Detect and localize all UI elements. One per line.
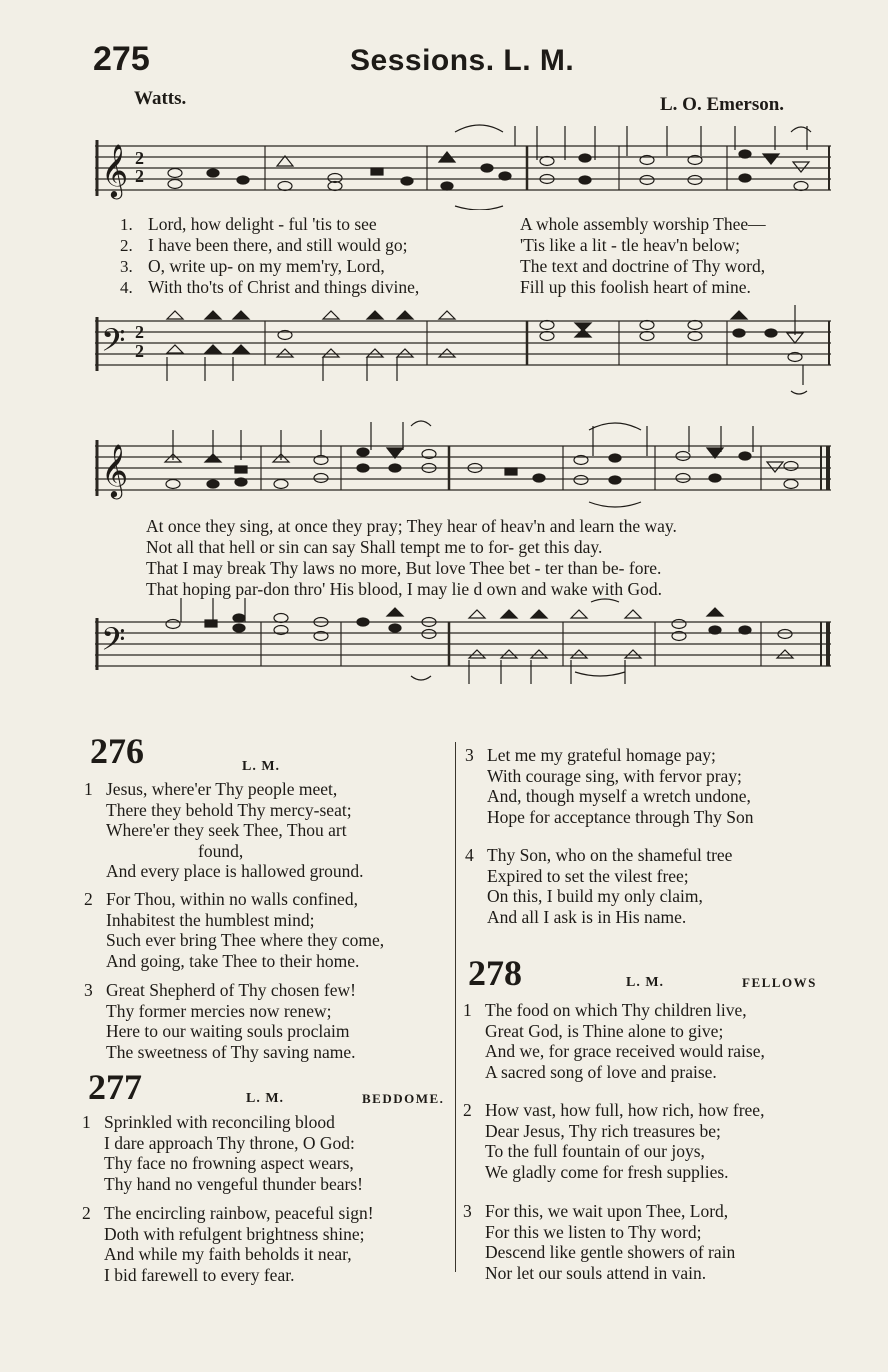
verse-number: 3 bbox=[463, 1201, 472, 1221]
verse-line: The encircling rainbow, peaceful sign! bbox=[104, 1203, 374, 1223]
hymn-meter: L. M. bbox=[626, 975, 665, 990]
lyrics-system2 bbox=[146, 516, 677, 600]
hymn-number: 276 bbox=[90, 731, 144, 771]
tune-title: Sessions. L. M. bbox=[350, 44, 575, 77]
hymn-author: BEDDOME. bbox=[362, 1091, 445, 1106]
verse-number: 4 bbox=[465, 845, 474, 865]
verse-number: 2 bbox=[84, 889, 93, 909]
verse-line: Where'er they seek Thee, Thou art bbox=[106, 820, 347, 840]
verse-line: With courage sing, with fervor pray; bbox=[487, 765, 742, 786]
hymn-number: 277 bbox=[88, 1067, 142, 1107]
verse-line: How vast, how full, how rich, how free, bbox=[485, 1100, 765, 1120]
hymn-author: FELLOWS bbox=[742, 975, 817, 990]
music-notation bbox=[95, 305, 831, 400]
verse-number: 3 bbox=[84, 980, 93, 1000]
svg-text:2: 2 bbox=[135, 148, 144, 168]
verse-number: 2 bbox=[82, 1203, 91, 1223]
verse-line: Dear Jesus, Thy rich treasures be; bbox=[485, 1120, 721, 1141]
verse-line: Great God, is Thine alone to give; bbox=[485, 1020, 724, 1041]
lyrics-system1-left bbox=[148, 214, 419, 298]
verse-number: 1 bbox=[84, 779, 93, 799]
verse-line: Such ever bring Thee where they come, bbox=[106, 930, 385, 950]
music-credit: L. O. Emerson. bbox=[660, 94, 785, 115]
lyric-line: That hoping par-don thro' His blood, I may lie d own and wake with God. bbox=[146, 579, 663, 599]
verse-line: Inhabitest the humblest mind; bbox=[106, 909, 315, 930]
verse-line: The sweetness of Thy saving name. bbox=[106, 1041, 356, 1062]
lyric-line: I have been there, and still would go; bbox=[148, 235, 408, 255]
staff-system2-treble bbox=[95, 420, 831, 515]
page-hymn-number: 275 bbox=[93, 40, 150, 78]
verse-line: Doth with refulgent brightness shine; bbox=[104, 1223, 365, 1244]
staff-system1-treble bbox=[95, 120, 831, 210]
verse-line: For this, we wait upon Thee, Lord, bbox=[485, 1201, 729, 1221]
verse-line: Sprinkled with reconciling blood bbox=[104, 1112, 335, 1132]
hymn-278-verse-2 bbox=[463, 1100, 764, 1182]
verse-number: 3 bbox=[465, 745, 474, 765]
hymn-276-header bbox=[90, 730, 144, 772]
lyric-line: That I may break Thy laws no more, But love Thee bet - ter than be- fore. bbox=[146, 558, 662, 578]
lyric-line: 'Tis like a lit - tle heav'n below; bbox=[520, 235, 741, 255]
verse-number: 3. bbox=[120, 257, 133, 276]
verse-number: 4. bbox=[120, 278, 133, 297]
music-notation bbox=[95, 420, 831, 515]
verse-line: Here to our waiting souls proclaim bbox=[106, 1021, 350, 1041]
hymn-278-verse-1 bbox=[463, 1000, 765, 1082]
verse-line: For this we listen to Thy word; bbox=[485, 1221, 702, 1242]
verse-numbers-system1 bbox=[120, 214, 133, 298]
lyric-line: A whole assembly worship Thee— bbox=[520, 214, 766, 234]
verse-line: We gladly come for fresh supplies. bbox=[485, 1161, 729, 1182]
hymn-number: 278 bbox=[468, 953, 522, 993]
staff-system1-bass bbox=[95, 305, 831, 400]
verse-line: Let me my grateful homage pay; bbox=[487, 745, 716, 765]
verse-line: Thy former mercies now renew; bbox=[106, 1000, 332, 1021]
verse-line: For Thou, within no walls confined, bbox=[106, 889, 358, 909]
verse-line: I dare approach Thy throne, O God: bbox=[104, 1132, 355, 1153]
verse-line: On this, I build my only claim, bbox=[487, 886, 703, 906]
verse-line: To the full fountain of our joys, bbox=[485, 1141, 705, 1161]
verse-line: A sacred song of love and praise. bbox=[485, 1061, 717, 1082]
verse-line: And while my faith beholds it near, bbox=[104, 1244, 352, 1264]
verse-line: I bid farewell to every fear. bbox=[104, 1264, 295, 1285]
music-notation bbox=[95, 120, 831, 210]
hymn-276-verse-3 bbox=[84, 980, 356, 1062]
verse-line: Hope for acceptance through Thy Son bbox=[487, 806, 754, 827]
verse-number: 2 bbox=[463, 1100, 472, 1120]
lyrics-system1-right bbox=[520, 214, 766, 298]
hymn-meter: L. M. bbox=[242, 759, 281, 774]
verse-number: 1 bbox=[82, 1112, 91, 1132]
hymn-277-verse-2 bbox=[82, 1203, 374, 1285]
hymn-276-verse-1 bbox=[84, 779, 364, 882]
verse-line: And every place is hallowed ground. bbox=[106, 861, 364, 881]
treble-clef-icon: 𝄞 bbox=[101, 145, 129, 196]
lyric-line: Fill up this foolish heart of mine. bbox=[520, 277, 751, 297]
lyric-line: Lord, how delight - ful 'tis to see bbox=[148, 214, 377, 234]
column-divider bbox=[455, 742, 456, 1272]
hymn-276-verse-2 bbox=[84, 889, 384, 971]
lyric-line: Not all that hell or sin can say Shall tempt me to for- get this day. bbox=[146, 537, 603, 557]
verse-line: There they behold Thy mercy-seat; bbox=[106, 799, 352, 820]
lyric-line: O, write up- on my mem'ry, Lord, bbox=[148, 256, 385, 276]
verse-line: Thy Son, who on the shameful tree bbox=[487, 845, 733, 865]
treble-clef-icon: 𝄞 bbox=[101, 445, 129, 496]
hymn-277-header bbox=[88, 1066, 142, 1108]
verse-number: 2. bbox=[120, 236, 133, 255]
verse-line: Great Shepherd of Thy chosen few! bbox=[106, 980, 356, 1000]
verse-line: Thy hand no vengeful thunder bears! bbox=[104, 1173, 364, 1194]
svg-text:2: 2 bbox=[135, 341, 144, 361]
verse-line: Jesus, where'er Thy people meet, bbox=[106, 779, 338, 799]
music-notation bbox=[95, 598, 831, 688]
verse-line: found, bbox=[198, 840, 244, 861]
hymn-276-verse-3b bbox=[465, 745, 753, 827]
lyric-line: The text and doctrine of Thy word, bbox=[520, 256, 766, 276]
verse-line: Expired to set the vilest free; bbox=[487, 865, 689, 886]
hymn-meter: L. M. bbox=[246, 1091, 285, 1106]
lyric-line: With tho'ts of Christ and things divine, bbox=[148, 277, 420, 297]
verse-line: Descend like gentle showers of rain bbox=[485, 1242, 736, 1262]
staff-system2-bass bbox=[95, 598, 831, 688]
words-credit: Watts. bbox=[134, 88, 187, 109]
hymn-277-verse-1 bbox=[82, 1112, 363, 1194]
bass-clef-icon: 𝄢 bbox=[101, 324, 126, 366]
verse-line: And, though myself a wretch undone, bbox=[487, 786, 751, 806]
verse-line: Nor let our souls attend in vain. bbox=[485, 1262, 707, 1283]
bass-clef-icon: 𝄢 bbox=[101, 623, 126, 665]
lyric-line: At once they sing, at once they pray; They hear of heav'n and learn the way. bbox=[146, 516, 677, 536]
verse-line: And going, take Thee to their home. bbox=[106, 950, 360, 971]
verse-number: 1 bbox=[463, 1000, 472, 1020]
verse-number: 1. bbox=[120, 215, 133, 234]
hymn-278-header bbox=[468, 952, 522, 994]
verse-line: The food on which Thy children live, bbox=[485, 1000, 747, 1020]
hymn-276-verse-4 bbox=[465, 845, 732, 927]
verse-line: And we, for grace received would raise, bbox=[485, 1041, 765, 1061]
verse-line: And all I ask is in His name. bbox=[487, 906, 687, 927]
svg-text:2: 2 bbox=[135, 322, 144, 342]
svg-text:2: 2 bbox=[135, 166, 144, 186]
hymn-278-verse-3 bbox=[463, 1201, 735, 1283]
verse-line: Thy face no frowning aspect wears, bbox=[104, 1153, 354, 1173]
